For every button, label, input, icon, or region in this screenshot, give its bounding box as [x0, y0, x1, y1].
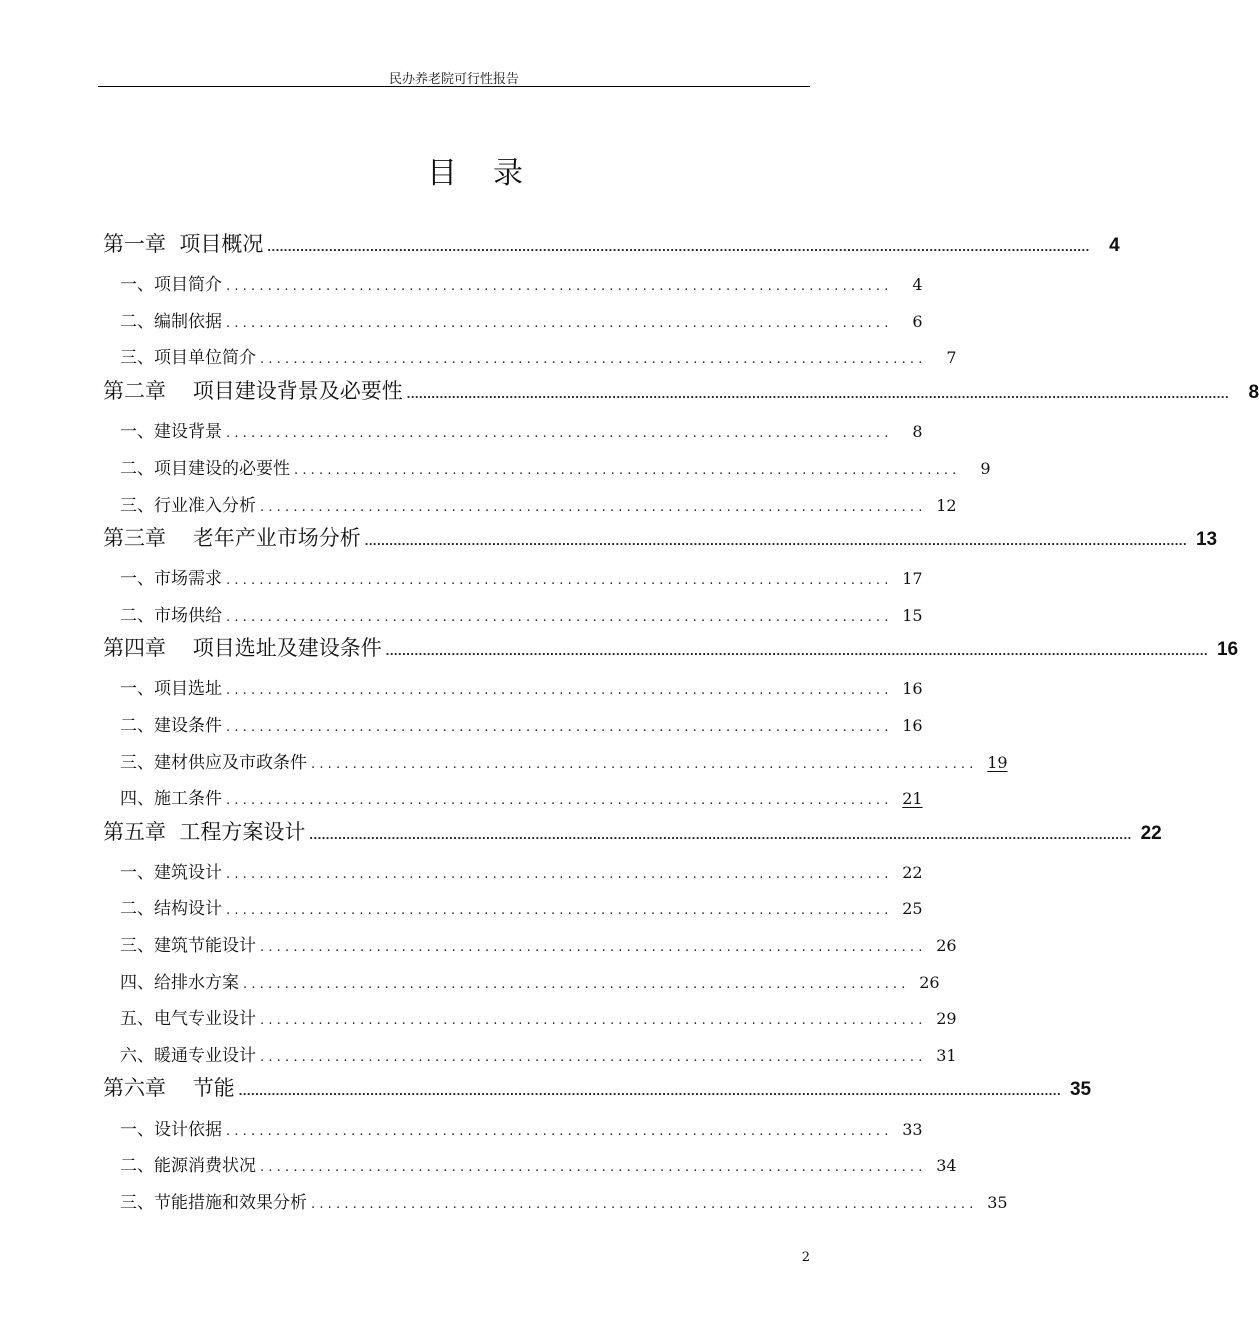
toc-section-entry[interactable]: [103, 1041, 957, 1071]
toc-chapter-entry[interactable]: [103, 814, 1162, 850]
toc-leader-dots: ................................................................................: [311, 757, 978, 772]
toc-leader-dots: ........................................................................................................................................................................................................: [238, 1083, 1062, 1098]
toc-entry-title: 第六章 节能: [103, 1076, 235, 1100]
toc-entry-title: 二、市场供给: [120, 606, 222, 626]
toc-entry-title: 六、暖通专业设计: [120, 1046, 256, 1066]
toc-page-number: 7: [946, 348, 957, 367]
toc-leader-dots: ........................................................................................................................................................................................................: [267, 239, 1090, 254]
toc-page-number: 8: [912, 422, 923, 441]
toc-page-number: 22: [1140, 823, 1162, 844]
toc-chapter-entry[interactable]: [103, 1070, 1092, 1106]
toc-entry-title: 二、编制依据: [120, 312, 222, 332]
toc-title: 目录: [427, 156, 559, 191]
toc-page-number: 22: [902, 863, 923, 882]
toc-entry-title: 一、设计依据: [120, 1120, 222, 1140]
toc-leader-dots: ................................................................................: [260, 352, 927, 367]
toc-section-entry[interactable]: [103, 931, 957, 961]
toc-page-number: 16: [902, 716, 923, 735]
toc-entry-title: 一、市场需求: [120, 569, 222, 589]
toc-chapter-entry[interactable]: [103, 226, 1120, 262]
toc-page-number: 15: [902, 606, 923, 625]
toc-section-entry[interactable]: [103, 858, 923, 888]
toc-page-number: 12: [936, 496, 957, 515]
toc-section-entry[interactable]: [103, 1115, 923, 1145]
toc-section-entry[interactable]: [103, 307, 923, 337]
toc-entry-title: 五、电气专业设计: [120, 1009, 256, 1029]
toc-section-entry[interactable]: [103, 1151, 957, 1181]
toc-page-number: 21: [902, 789, 923, 808]
toc-entry-title: 二、项目建设的必要性: [120, 459, 290, 479]
toc-entry-title: 第三章 老年产业市场分析: [103, 526, 361, 550]
toc-section-entry[interactable]: [103, 270, 923, 300]
toc-section-entry[interactable]: [103, 1004, 957, 1034]
running-header: 民办养老院可行性报告: [388, 72, 519, 87]
toc-entry-title: 四、施工条件: [120, 789, 222, 809]
toc-section-entry[interactable]: [103, 894, 923, 924]
toc-page-number: 34: [936, 1156, 957, 1175]
toc-leader-dots: ........................................................................................................................................................................................................: [406, 386, 1230, 401]
toc-entry-title: 三、行业准入分析: [120, 496, 256, 516]
toc-entry-title: 三、建材供应及市政条件: [120, 753, 307, 773]
toc-leader-dots: ........................................................................................................................................................................................................: [385, 643, 1209, 658]
toc-leader-dots: ................................................................................: [260, 940, 927, 955]
toc-section-entry[interactable]: [103, 343, 957, 373]
toc-chapter-entry[interactable]: [103, 373, 1259, 409]
toc-page-number: 35: [1069, 1079, 1092, 1100]
toc-leader-dots: ................................................................................: [311, 1197, 978, 1212]
toc-section-entry[interactable]: [103, 968, 940, 998]
toc-leader-dots: ................................................................................: [260, 1160, 927, 1175]
toc-leader-dots: ................................................................................: [226, 316, 893, 331]
toc-section-entry[interactable]: [103, 564, 923, 594]
toc-leader-dots: ................................................................................: [226, 867, 893, 882]
toc-leader-dots: ................................................................................: [226, 573, 893, 588]
toc-page-number: 16: [1216, 639, 1239, 660]
toc-leader-dots: ................................................................................: [226, 793, 893, 808]
toc-section-entry[interactable]: [103, 601, 923, 631]
table-of-contents: [103, 0, 1259, 1344]
toc-entry-title: 第二章 项目建设背景及必要性: [103, 379, 403, 403]
toc-leader-dots: ................................................................................: [226, 683, 893, 698]
toc-page-number: 13: [1195, 529, 1218, 550]
toc-page-number: 16: [902, 679, 923, 698]
toc-entry-title: 三、项目单位简介: [120, 348, 256, 368]
toc-entry-title: 第五章 工程方案设计: [103, 820, 306, 844]
toc-leader-dots: ................................................................................: [226, 720, 893, 735]
toc-page-number: 8: [1248, 382, 1259, 403]
toc-chapter-entry[interactable]: [103, 630, 1239, 666]
toc-page-number: 31: [936, 1046, 957, 1065]
toc-entry-title: 二、能源消费状况: [120, 1156, 256, 1176]
toc-leader-dots: ........................................................................................................................................................................................................: [364, 533, 1188, 548]
toc-leader-dots: ................................................................................: [226, 279, 893, 294]
toc-entry-title: 三、建筑节能设计: [120, 936, 256, 956]
toc-page-number: 33: [902, 1120, 923, 1139]
toc-page-number: 26: [936, 936, 957, 955]
toc-entry-title: 一、建设背景: [120, 422, 222, 442]
toc-entry-title: 第一章 项目概况: [103, 232, 264, 256]
toc-page-number: 19: [987, 753, 1008, 772]
toc-page-number: 25: [902, 899, 923, 918]
toc-entry-title: 一、项目选址: [120, 679, 222, 699]
toc-section-entry[interactable]: [103, 748, 1008, 778]
toc-leader-dots: ................................................................................: [226, 903, 893, 918]
page-number: 2: [801, 1250, 810, 1265]
toc-page-number: 4: [912, 275, 923, 294]
toc-entry-title: 一、建筑设计: [120, 863, 222, 883]
toc-leader-dots: ................................................................................: [294, 463, 961, 478]
toc-section-entry[interactable]: [103, 1188, 1008, 1218]
toc-section-entry[interactable]: [103, 711, 923, 741]
toc-section-entry[interactable]: [103, 454, 991, 484]
toc-entry-title: 二、结构设计: [120, 899, 222, 919]
toc-leader-dots: ................................................................................: [260, 1050, 927, 1065]
toc-entry-title: 三、节能措施和效果分析: [120, 1193, 307, 1213]
toc-entry-title: 第四章 项目选址及建设条件: [103, 636, 382, 660]
toc-entry-title: 四、给排水方案: [120, 973, 239, 993]
toc-entry-title: 一、项目简介: [120, 275, 222, 295]
toc-section-entry[interactable]: [103, 784, 923, 814]
toc-page-number: 9: [980, 459, 991, 478]
toc-section-entry[interactable]: [103, 417, 923, 447]
toc-leader-dots: ........................................................................................................................................................................................................: [309, 827, 1132, 842]
toc-section-entry[interactable]: [103, 674, 923, 704]
toc-leader-dots: ................................................................................: [260, 1013, 927, 1028]
toc-page-number: 17: [902, 569, 923, 588]
toc-entry-title: 二、建设条件: [120, 716, 222, 736]
toc-page-number: 35: [987, 1193, 1008, 1212]
toc-page-number: 6: [912, 312, 923, 331]
toc-leader-dots: ................................................................................: [226, 1124, 893, 1139]
toc-leader-dots: ................................................................................: [243, 977, 910, 992]
toc-page-number: 4: [1109, 235, 1120, 256]
toc-leader-dots: ................................................................................: [226, 610, 893, 625]
toc-page-number: 29: [936, 1009, 957, 1028]
toc-section-entry[interactable]: [103, 491, 957, 521]
toc-leader-dots: ................................................................................: [226, 426, 893, 441]
toc-leader-dots: ................................................................................: [260, 500, 927, 515]
toc-page-number: 26: [919, 973, 940, 992]
toc-chapter-entry[interactable]: [103, 520, 1218, 556]
